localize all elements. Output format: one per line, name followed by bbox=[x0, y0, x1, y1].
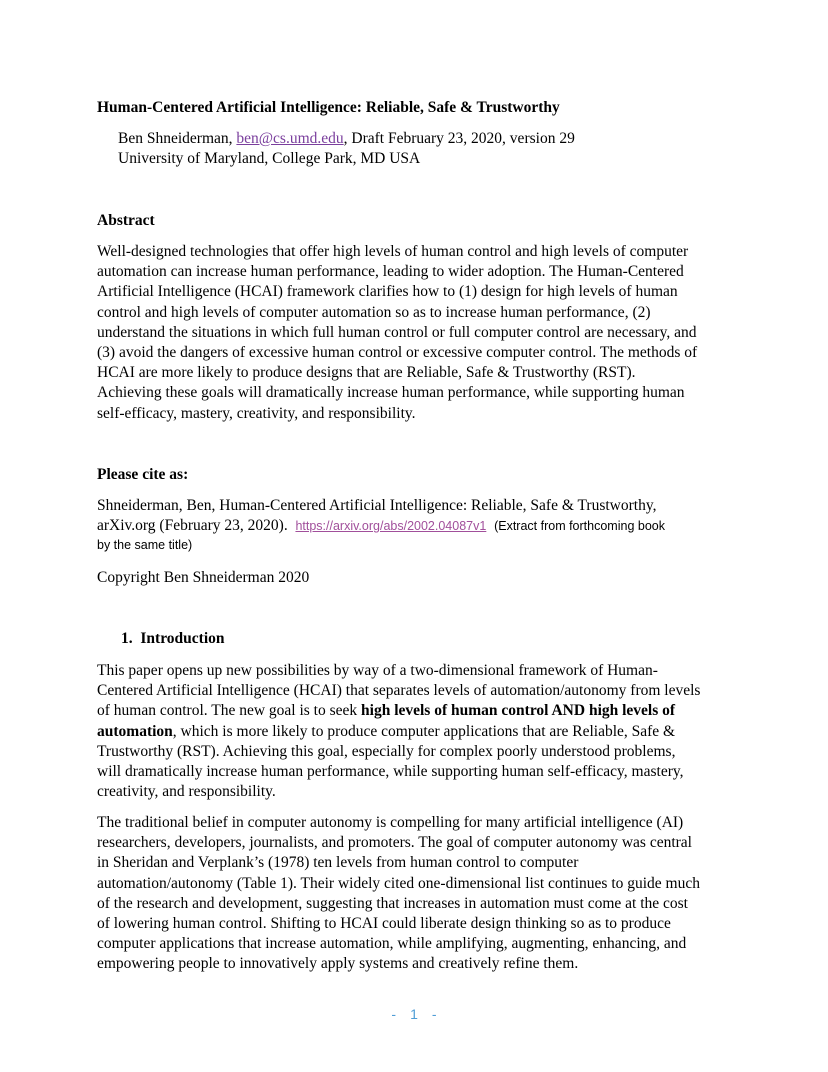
abstract-heading: Abstract bbox=[97, 212, 155, 229]
paragraph-line: Trustworthy (RST). Achieving this goal, especially for complex poorly understood problems, bbox=[97, 742, 676, 760]
paragraph-line: in Sheridan and Verplank’s (1978) ten levels from human control to computer bbox=[97, 854, 579, 872]
section-number: 1. bbox=[121, 630, 133, 647]
abstract-line: HCAI are more likely to produce designs that are Reliable, Safe & Trustworthy (RST). bbox=[97, 364, 636, 382]
copyright: Copyright Ben Shneiderman 2020 bbox=[97, 569, 310, 586]
paragraph-line: researchers, developers, journalists, and promoters. The goal of computer autonomy was central bbox=[97, 834, 692, 852]
arxiv-link[interactable]: https://arxiv.org/abs/2002.04087v1 bbox=[295, 519, 487, 533]
cite-line-3: by the same title) bbox=[97, 538, 193, 552]
page-number: 1 bbox=[410, 1006, 418, 1022]
footer-dash: - bbox=[431, 1006, 437, 1022]
abstract-line: Well-designed technologies that offer high levels of human control and high levels of computer bbox=[97, 243, 689, 260]
author-email-link[interactable]: ben@cs.umd.edu bbox=[236, 130, 344, 147]
emphasis-text: high levels of human control AND high levels of bbox=[361, 702, 676, 720]
abstract-line: automation can increase human performance, leading to wider adoption. The Human-Centered bbox=[97, 263, 684, 281]
abstract-line: control and high levels of computer automation so as to increase human performance, (2) bbox=[97, 303, 651, 321]
intro-heading bbox=[121, 630, 225, 648]
paragraph-line bbox=[97, 722, 737, 742]
paragraph-line: The traditional belief in computer autonomy is compelling for many artificial intelligence (AI) bbox=[97, 814, 684, 831]
draft-info: , Draft February 23, 2020, version 29 bbox=[343, 130, 575, 147]
intro-paragraph-2 bbox=[97, 813, 737, 975]
cite-extract-note: (Extract from forthcoming book bbox=[494, 519, 665, 533]
abstract-line: Artificial Intelligence (HCAI) framework clarifies how to (1) design for high levels of human bbox=[97, 283, 678, 301]
abstract-line: understand the situations in which full human control or full computer control are necessary, and bbox=[97, 323, 697, 341]
abstract-line: (3) avoid the dangers of excessive human control or excessive computer control. The methods of bbox=[97, 344, 698, 362]
page-footer bbox=[0, 1006, 828, 1022]
author-name: Ben Shneiderman, bbox=[118, 130, 237, 147]
paragraph-line: This paper opens up new possibilities by way of a two-dimensional framework of Human- bbox=[97, 662, 658, 679]
paragraph-line: of lowering human control. Shifting to HCAI could liberate design thinking so as to produce bbox=[97, 915, 671, 933]
cite-line-1: Shneiderman, Ben, Human-Centered Artificial Intelligence: Reliable, Safe & Trustworthy, bbox=[97, 497, 657, 514]
cite-heading: Please cite as: bbox=[97, 466, 189, 483]
section-title: Introduction bbox=[140, 630, 225, 647]
paragraph-line: empowering people to innovatively apply systems and creatively refine them. bbox=[97, 955, 579, 973]
paragraph-line: computer applications that increase automation, while amplifying, augmenting, enhancing, and bbox=[97, 935, 687, 953]
abstract-line: self-efficacy, mastery, creativity, and responsibility. bbox=[97, 404, 416, 422]
paragraph-line: creativity, and responsibility. bbox=[97, 783, 276, 801]
paper-title: Human-Centered Artificial Intelligence: Reliable, Safe & Trustworthy bbox=[97, 99, 560, 116]
author-line bbox=[118, 129, 575, 150]
paragraph-line: of the research and development, suggesting that increases in automation must come at the cost bbox=[97, 894, 688, 912]
abstract-line: Achieving these goals will dramatically increase human performance, while supporting human bbox=[97, 384, 685, 402]
affiliation: University of Maryland, College Park, MD USA bbox=[118, 150, 421, 167]
paragraph-line: automation/autonomy (Table 1). Their widely cited one-dimensional list continues to guide much bbox=[97, 874, 700, 892]
abstract-body bbox=[97, 242, 737, 424]
paragraph-line: Centered Artificial Intelligence (HCAI) that separates levels of automation/autonomy from levels bbox=[97, 682, 701, 700]
paragraph-line bbox=[97, 701, 737, 721]
paragraph-line: will dramatically increase human performance, while supporting human self-efficacy, mastery, bbox=[97, 763, 684, 781]
cite-source: arXiv.org (February 23, 2020). bbox=[97, 517, 288, 534]
intro-paragraph-1 bbox=[97, 661, 737, 802]
emphasis-text: automation bbox=[97, 722, 173, 740]
text-run: of human control. The new goal is to seek bbox=[97, 702, 362, 720]
footer-dash: - bbox=[391, 1006, 397, 1022]
cite-line-2 bbox=[97, 516, 665, 536]
text-run: , which is more likely to produce computer applications that are Reliable, Safe & bbox=[172, 722, 676, 740]
